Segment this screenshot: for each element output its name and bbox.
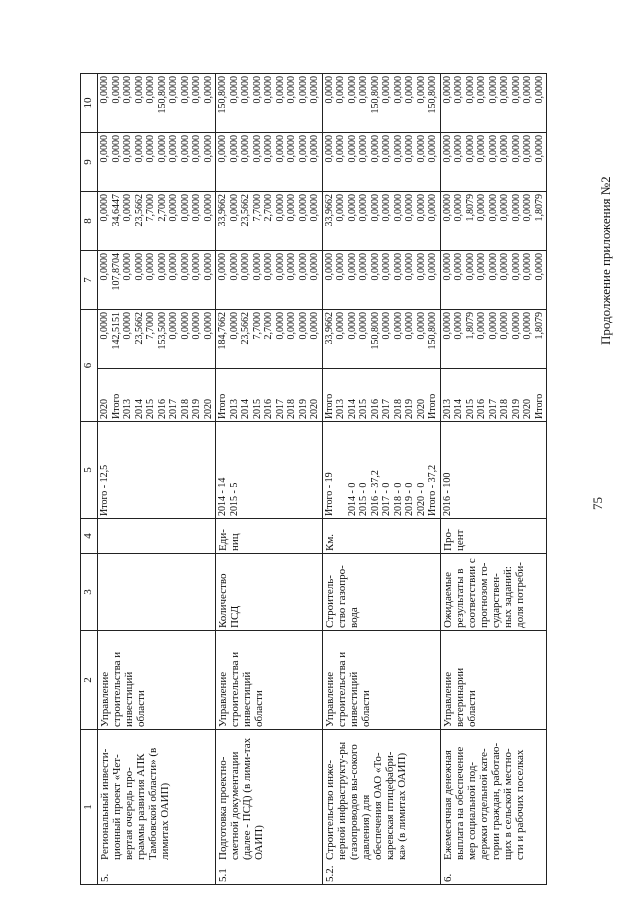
table-row <box>98 74 216 885</box>
row-name-cell <box>440 730 547 885</box>
col-header-10: 10 <box>81 74 98 133</box>
unit-cell: Еди-ниц <box>216 519 323 554</box>
col-header-4: 4 <box>81 519 98 554</box>
executor-cell: Управление строительства и инвестиций области <box>216 631 323 730</box>
col-header-2: 2 <box>81 631 98 730</box>
indicator-cell: Количество ПСД <box>216 554 323 631</box>
table-row <box>440 74 547 885</box>
amount-cell-8: 0,0000 0,0000 1,8079 0,0000 0,0000 0,0000 0,0000 0,0000 1,8079 <box>440 192 547 251</box>
amount-cell-7: 0,0000 0,0000 0,0000 0,0000 0,0000 0,0000 0,0000 0,0000 0,0000 <box>440 251 547 310</box>
amount-cell-6: 33,9662 0,0000 0,0000 0,0000 150,8000 0,0000 0,0000 0,0000 0,0000 150,8000 <box>322 310 440 369</box>
header-row <box>81 74 98 885</box>
amount-cell-8: 33,9662 0,0000 23,5662 7,7000 2,7000 0,0000 0,0000 0,0000 0,0000 <box>216 192 323 251</box>
col-header-9: 9 <box>81 133 98 192</box>
table-row <box>216 74 323 885</box>
target-cell: 2016 - 100 <box>440 422 547 519</box>
target-cell: Итого - 12,5 <box>98 422 216 519</box>
col-header-3: 3 <box>81 554 98 631</box>
col-header-1: 1 <box>81 730 98 885</box>
table-body <box>98 74 547 885</box>
year-cell: Итого 2013 2014 2015 2016 2017 2018 2019 2020 <box>216 369 323 422</box>
table-row <box>322 74 440 885</box>
executor-cell: Управление ветеринарии области <box>440 631 547 730</box>
col-header-7: 7 <box>81 251 98 310</box>
amount-cell-6: 0,0000 0,0000 1,8079 0,0000 0,0000 0,0000 0,0000 0,0000 1,8079 <box>440 310 547 369</box>
amount-cell-10: 150,8000 0,0000 0,0000 0,0000 0,0000 0,0000 0,0000 0,0000 0,0000 <box>216 74 323 133</box>
amount-cell-10: 0,0000 0,0000 0,0000 0,0000 0,0000 150,8000 0,0000 0,0000 0,0000 0,0000 <box>98 74 216 133</box>
amount-cell-7: 0,0000 107,8704 0,0000 0,0000 0,0000 0,0000 0,0000 0,0000 0,0000 0,0000 <box>98 251 216 310</box>
indicator-cell <box>98 554 216 631</box>
row-name: Подготовка проектно-сметной документации (далее - ПСД) (в лими-тах ОАИП) <box>217 737 265 860</box>
unit-cell: Про-цент <box>440 519 547 554</box>
row-name: Строительство инже-нерной инфраструкту-ры (газопроводов вы-сокого давления) для обеспечения ОАО «То-каревская птицефабри-ка» (в лимитах ОАИП) <box>323 741 408 860</box>
year-cell: Итого 2013 2014 2015 2016 2017 2018 2019 2020 Итого <box>322 369 440 422</box>
amount-cell-8: 33,9662 0,0000 0,0000 0,0000 0,0000 0,0000 0,0000 0,0000 0,0000 0,0000 <box>322 192 440 251</box>
amount-cell-6: 0,0000 142,5151 0,0000 23,5662 7,7000 153,5000 0,0000 0,0000 0,0000 0,0000 <box>98 310 216 369</box>
row-number: 5.1 <box>217 868 229 882</box>
page-caption: Продолжение приложения №2 <box>598 176 613 345</box>
row-name-cell <box>216 730 323 885</box>
data-table <box>80 73 547 885</box>
executor-cell: Управление строительства и инвестиций области <box>98 631 216 730</box>
unit-cell: Км. <box>322 519 440 554</box>
row-name: Региональный инвести-ционный проект «Чет-вертая очередь про-граммы развития АПК Тамбовской области» (в лимитах ОАИП) <box>99 747 171 860</box>
row-name-cell <box>98 730 216 885</box>
amount-cell-7: 0,0000 0,0000 0,0000 0,0000 0,0000 0,0000 0,0000 0,0000 0,0000 0,0000 <box>322 251 440 310</box>
col-header-5: 5 <box>81 422 98 519</box>
amount-cell-10: 0,0000 0,0000 0,0000 0,0000 150,8000 0,0000 0,0000 0,0000 0,0000 150,8000 <box>322 74 440 133</box>
amount-cell-9: 0,0000 0,0000 0,0000 0,0000 0,0000 0,0000 0,0000 0,0000 0,0000 0,0000 <box>322 133 440 192</box>
indicator-cell: Строитель-ство газопро-вода <box>322 554 440 631</box>
amount-cell-9: 0,0000 0,0000 0,0000 0,0000 0,0000 0,0000 0,0000 0,0000 0,0000 0,0000 <box>98 133 216 192</box>
row-number: 5. <box>99 873 111 882</box>
row-name: Ежемесячная денежная выплата на обеспечение мер социальной под-держки отдельной кате-гории граждан, работаю-щих в сельской местно-сти и рабочих поселках <box>441 742 526 860</box>
amount-cell-9: 0,0000 0,0000 0,0000 0,0000 0,0000 0,0000 0,0000 0,0000 0,0000 <box>216 133 323 192</box>
row-number: 5.2. <box>323 865 336 882</box>
target-cell: 2014 - 14 2015 - 5 <box>216 422 323 519</box>
year-cell: 2020 Итого 2013 2014 2015 2016 2017 2018 2019 2020 <box>98 369 216 422</box>
executor-cell: Управление строительства и инвестиций области <box>322 631 440 730</box>
amount-cell-8: 0,0000 34,6447 0,0000 23,5662 7,7000 2,7000 0,0000 0,0000 0,0000 0,0000 <box>98 192 216 251</box>
row-name-cell <box>322 730 440 885</box>
amount-cell-6: 184,7662 0,0000 23,5662 7,7000 2,7000 0,0000 0,0000 0,0000 0,0000 <box>216 310 323 369</box>
target-cell: Итого - 19 2014 - 0 2015 - 0 2016 - 37,2 2017 - 0 2018 - 0 2019 - 0 2020 - 0 Итого - 37,2 <box>322 422 440 519</box>
unit-cell <box>98 519 216 554</box>
amount-cell-7: 0,0000 0,0000 0,0000 0,0000 0,0000 0,0000 0,0000 0,0000 0,0000 <box>216 251 323 310</box>
row-number: 6. <box>441 873 454 882</box>
year-cell: 2013 2014 2015 2016 2017 2018 2019 2020 Итого <box>440 369 547 422</box>
page-number: 75 <box>590 497 605 510</box>
indicator-cell: Ожидаемые результаты в соответствии с прогнозом го-сударствен-ных заданий: доля потреби- <box>440 554 547 631</box>
amount-cell-10: 0,0000 0,0000 0,0000 0,0000 0,0000 0,0000 0,0000 0,0000 0,0000 <box>440 74 547 133</box>
col-header-8: 8 <box>81 192 98 251</box>
amount-cell-9: 0,0000 0,0000 0,0000 0,0000 0,0000 0,0000 0,0000 0,0000 0,0000 <box>440 133 547 192</box>
col-header-6: 6 <box>81 310 98 422</box>
